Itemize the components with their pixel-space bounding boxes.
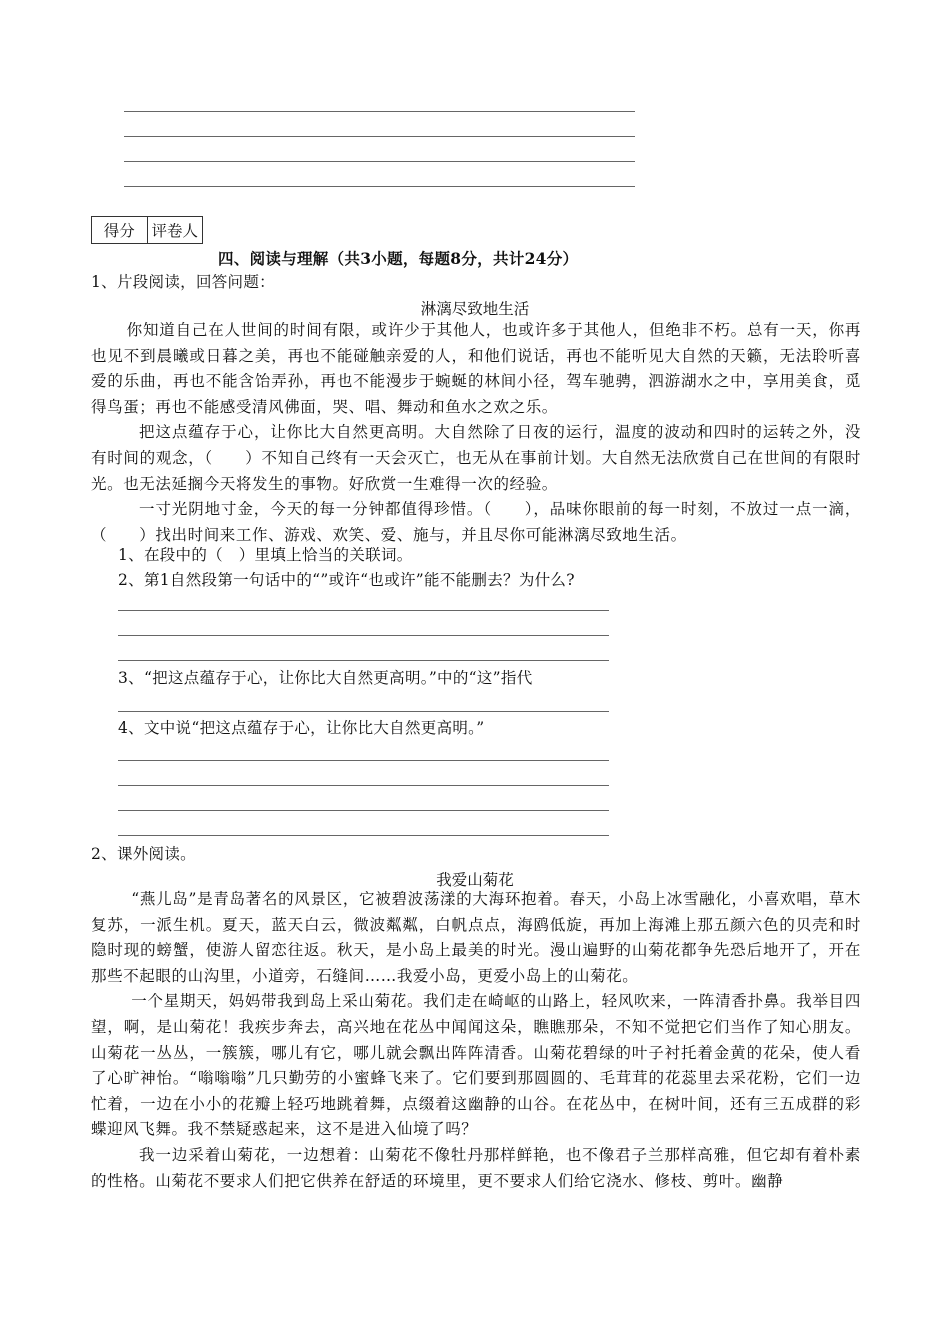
q2-passage	[91, 887, 861, 1194]
answer-line[interactable]	[118, 660, 609, 661]
section-title: 四、阅读与理解（共3小题，每题8分，共计24分）	[218, 249, 579, 268]
q1-sub1: 1、在段中的（ ）里填上恰当的关联词。	[118, 546, 413, 564]
score-label: 得分	[92, 217, 148, 243]
answer-line[interactable]	[124, 111, 635, 112]
q1-sub4: 4、文中说“把这点蕴存于心，让你比大自然更高明。”	[118, 719, 485, 737]
answer-line[interactable]	[118, 835, 609, 836]
q2-paragraph: 我一边采着山菊花，一边想着：山菊花不像牡丹那样鲜艳，也不像君子兰那样高雅，但它却有着朴素的性格。山菊花不要求人们把它供养在舒适的环境里，更不要求人们给它浇水、修枝、剪叶。幽静	[91, 1145, 861, 1190]
answer-line[interactable]	[118, 760, 609, 761]
q2-passage-title: 我爱山菊花	[436, 871, 514, 889]
q1-paragraph: 你知道自己在人世间的时间有限，或许少于其他人，也或许多于其他人，但绝非不朽。总有一天，你再也见不到晨曦或日暮之美，再也不能碰触亲爱的人，和他们说话，再也不能听见大自然的天籁，无法聆听喜爱的乐曲，再也不能含饴弄孙，再也不能漫步于蜿蜒的林间小径，驾车驰骋，泗游湖水之中，享用美食，觅得鸟蛋；再也不能感受清风佛面，哭、唱、舞动和鱼水之欢之乐。	[91, 321, 861, 416]
q1-paragraph: 一寸光阴地寸金，今天的每一分钟都值得珍惜。（ ），品味你眼前的每一时刻，不放过一点一滴，（ ）找出时间来工作、游戏、欢笑、爱、施与，并且尽你可能淋漓尽致地生活。	[91, 500, 861, 544]
q1-passage	[91, 318, 861, 548]
answer-line[interactable]	[118, 810, 609, 811]
q1-sub2: 2、第1自然段第一句话中的“”或许“也或许”能不能删去？为什么?	[118, 571, 575, 589]
answer-line[interactable]	[118, 711, 609, 712]
answer-line[interactable]	[118, 610, 609, 611]
q1-sub3: 3、“把这点蕴存于心，让你比大自然更高明。”中的“这”指代	[118, 669, 533, 687]
q1-passage-title: 淋漓尽致地生活	[420, 300, 530, 318]
score-box	[91, 216, 203, 244]
q2-paragraph: “燕儿岛”是青岛著名的风景区，它被碧波荡漾的大海环抱着。春天，小岛上冰雪融化，小喜欢唱，草木复苏，一派生机。夏天，蓝天白云，微波粼粼，白帆点点，海鸥低旋，再加上海滩上那五颜六色的贝壳和时隐时现的螃蟹，使游人留恋往返。秋天，是小岛上最美的时光。漫山遍野的山菊花都争先恐后地开了，开在那些不起眼的山沟里，小道旁，石缝间……我爱小岛，更爱小岛上的山菊花。	[91, 890, 861, 985]
answer-line[interactable]	[124, 136, 635, 137]
answer-line[interactable]	[124, 161, 635, 162]
grader-label: 评卷人	[151, 222, 198, 240]
answer-line[interactable]	[124, 186, 635, 187]
q2-paragraph: 一个星期天，妈妈带我到岛上采山菊花。我们走在崎岖的山路上，轻风吹来，一阵清香扑鼻。我举目四望，啊，是山菊花！我疾步奔去，高兴地在花丛中闻闻这朵，瞧瞧那朵，不知不觉把它们当作了知心朋友。山菊花一丛丛，一簇簇，哪儿有它，哪儿就会飘出阵阵清香。山菊花碧绿的叶子衬托着金黄的花朵，使人看了心旷神怡。“嗡嗡嗡”几只勤劳的小蜜蜂飞来了。它们要到那圆圆的、毛茸茸的花蕊里去采花粉，它们一边忙着，一边在小小的花瓣上轻巧地跳着舞，点缀着这幽静的山谷。在花丛中，在树叶间，还有三五成群的彩蝶迎风飞舞。我不禁疑惑起来，这不是进入仙境了吗？	[91, 992, 861, 1139]
answer-line[interactable]	[118, 785, 609, 786]
q1-paragraph: 把这点蕴存于心，让你比大自然更高明。大自然除了日夜的运行，温度的波动和四时的运转之外，没有时间的观念，（ ）不知自己终有一天会灭亡，也无从在事前计划。大自然无法欣赏自己在世间的有限时光。也无法延搁今天将发生的事物。好欣赏一生难得一次的经验。	[91, 423, 861, 493]
q1-intro: 1、片段阅读，回答问题：	[91, 273, 275, 291]
q2-intro: 2、课外阅读。	[91, 845, 196, 863]
answer-line[interactable]	[118, 635, 609, 636]
